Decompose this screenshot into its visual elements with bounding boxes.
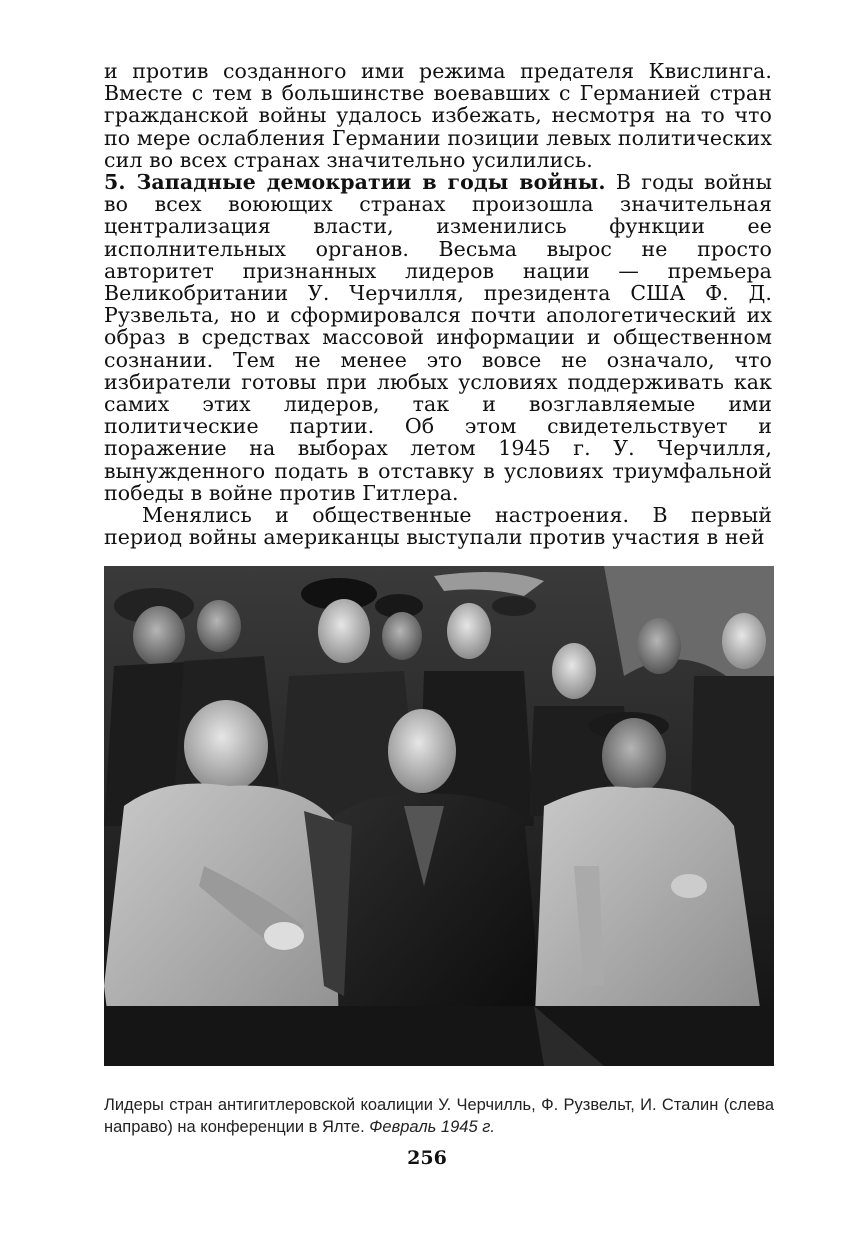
yalta-photo [104, 566, 774, 1066]
photo-caption [104, 1094, 774, 1138]
paragraph-public-mood: Менялись и общественные настроения. В первый период войны американцы выступали против участия в ней [104, 503, 772, 550]
photo-image [104, 566, 774, 1066]
caption-text: Лидеры стран антигитлеровской коалиции У. Черчилль, Ф. Рузвельт, И. Сталин (слева направо) на конференции в Ялте. [104, 1096, 774, 1136]
body-text [104, 60, 772, 548]
section-paragraph [104, 171, 772, 504]
paragraph-continuation: и против созданного ими режима предателя Квислинга. Вместе с тем в большинстве воевавших с Германией стран гражданской войны удалось избежать, несмотря на то что по мере ослабления Германии позиции левых политических сил во всех странах значительно усилились. [104, 59, 772, 172]
caption-date: Февраль 1945 г. [369, 1118, 495, 1136]
page-number: 256 [407, 1147, 447, 1169]
section-body: В годы войны во всех воюющих странах произошла значительная централизация власти, изменились функции ее исполнительных органов. Весьма вырос не просто авторитет признанных лидеров нации — премьера Великобритании У. Черчилля, президента США Ф. Д. Рузвельта, но и сформировался почти апологетический их образ в средствах массовой информации и общественном сознании. Тем не менее это вовсе не означало, что избиратели готовы при любых условиях поддерживать как самих этих лидеров, так и возглавляемые ими политические партии. Об этом свидетельствует и поражение на выборах летом 1945 г. У. Черчилля, вынужденного подать в отставку в условиях триумфальной победы в войне против Гитлера. [104, 170, 772, 505]
section-heading: 5. Западные демократии в годы войны. [104, 170, 606, 195]
